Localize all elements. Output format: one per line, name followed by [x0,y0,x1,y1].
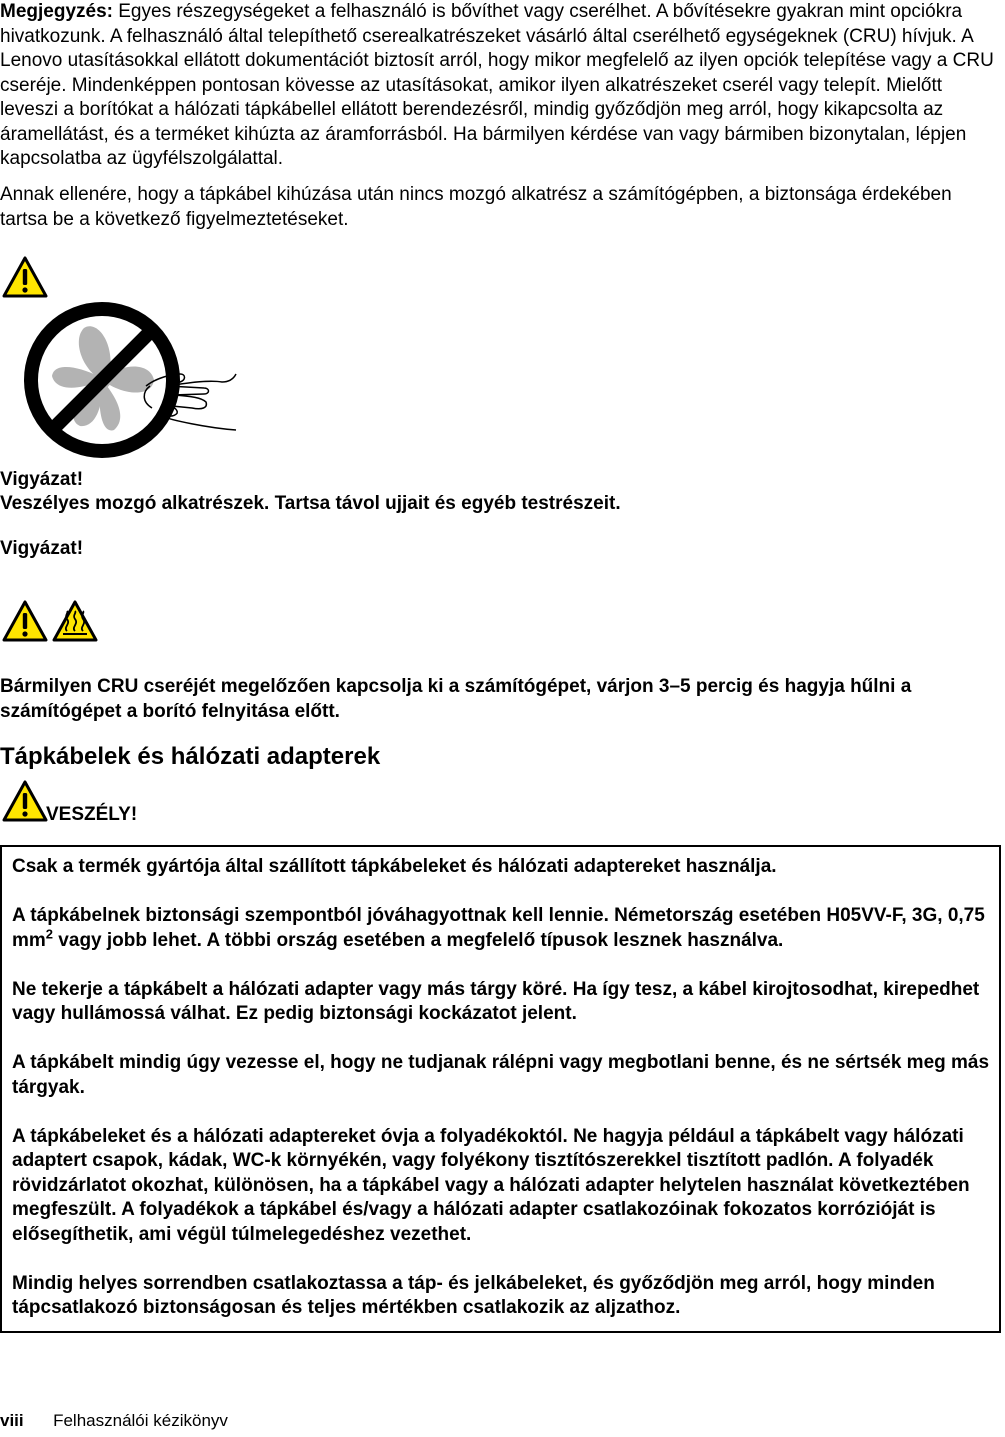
danger-p5: A tápkábeleket és a hálózati adaptereket óvja a folyadékoktól. Ne hagyja például a tápkábelt vagy hálózati adaptert csapok, kádak, WC-k környékén, vagy folyékony tisztítószerekkel tisztított padlón. A folyadék rövidzárlatot okozhat, különösen, ha a tápkábel vagy a hálózati adapter helytelen használat következtében megfeszült. A folyadékok a tápkábel és/vagy a hálózati adapter csatlakozóinak fokozatos korrózióját is elősegíthetik, ami végül túlmelegedéshez vezethet. [12,1125,970,1245]
note-label: Megjegyzés: [0,1,113,22]
warning-icon [2,256,48,298]
section-title: Tápkábelek és hálózati adapterek [0,743,381,770]
caution-title-1: Vigyázat! [0,469,84,490]
moving-parts-prohibition-icon [22,300,242,460]
page-footer [0,1409,228,1434]
danger-p2-text-a: A tápkábelnek biztonsági szempontból jóváhagyottnak kell lennie. Németország esetében H05VV-F, 3G, 0,75 mm [12,905,985,951]
page-number: viii [0,1411,24,1430]
caution-text-1: Veszélyes mozgó alkatrészek. Tartsa távol ujjait és egyéb testrészeit. [0,493,621,514]
danger-p2-superscript: 2 [45,926,54,942]
warning-icon [2,600,48,642]
hot-surface-icon [52,600,98,642]
note-paragraph [0,0,1000,172]
danger-p2-text-b: vagy jobb lehet. A többi ország esetében a megfelelő típusok lesznek használva. [53,929,784,951]
intro-paragraph: Annak ellenére, hogy a tápkábel kihúzása után nincs mozgó alkatrész a számítógépben, a biztonsága érdekében tartsa be a következő figyelmeztetéseket. [0,184,952,230]
footer-title: Felhasználói kézikönyv [53,1411,228,1430]
caution-title-2: Vigyázat! [0,538,84,559]
danger-p6: Mindig helyes sorrendben csatlakoztassa a táp- és jelkábeleket, és győződjön meg arról, hogy minden tápcsatlakozó biztonságosan és teljes mértékben csatlakozik az aljzathoz. [12,1272,935,1318]
note-text: Egyes részegységeket a felhasználó is bővíthet vagy cserélhet. A bővítésekre gyakran mint opciókra hivatkozunk. A felhasználó által telepíthető cserealkatrészeket vásárló által cserélhető egységeknek (CRU) hívjuk. A Lenovo utasításokkal ellátott dokumentációt biztosít arról, hogy mikor megfelelő az ilyen opciók telepítése vagy a CRU cseréje. Mindenképpen pontosan kövesse az utasításokat, amikor ilyen alkatrészeket cserél vagy telepít. Mielőtt leveszi a borítókat a hálózati tápkábellel ellátott berendezésről, mindig győződjön meg arról, hogy kikapcsolta az áramellátást, és a terméket kihúzta az áramforrásból. Ha bármilyen kérdése van vagy bármiben bizonytalan, lépjen kapcsolatba az ügyfélszolgálattal. [0,1,994,169]
caution-text-2: Bármilyen CRU cseréjét megelőzően kapcsolja ki a számítógépet, várjon 3–5 percig és hagyja hűlni a számítógépet a borító felnyitása előtt. [0,676,912,722]
danger-warning-icon [2,780,48,822]
danger-p4: A tápkábelt mindig úgy vezesse el, hogy ne tudjanak rálépni vagy megbotlani benne, és ne sértsék meg más tárgyak. [12,1052,990,1098]
danger-p3: Ne tekerje a tápkábelt a hálózati adapter vagy más tárgy köré. Ha így tesz, a kábel kirojtosodhat, kirepedhet vagy hullámossá válhat. Ez pedig biztonsági kockázatot jelent. [12,978,980,1024]
danger-p2 [12,904,997,953]
danger-label: VESZÉLY! [46,804,138,825]
danger-p1: Csak a termék gyártója által szállított tápkábeleket és hálózati adaptereket használja. [12,856,777,877]
danger-box [0,845,1001,1333]
